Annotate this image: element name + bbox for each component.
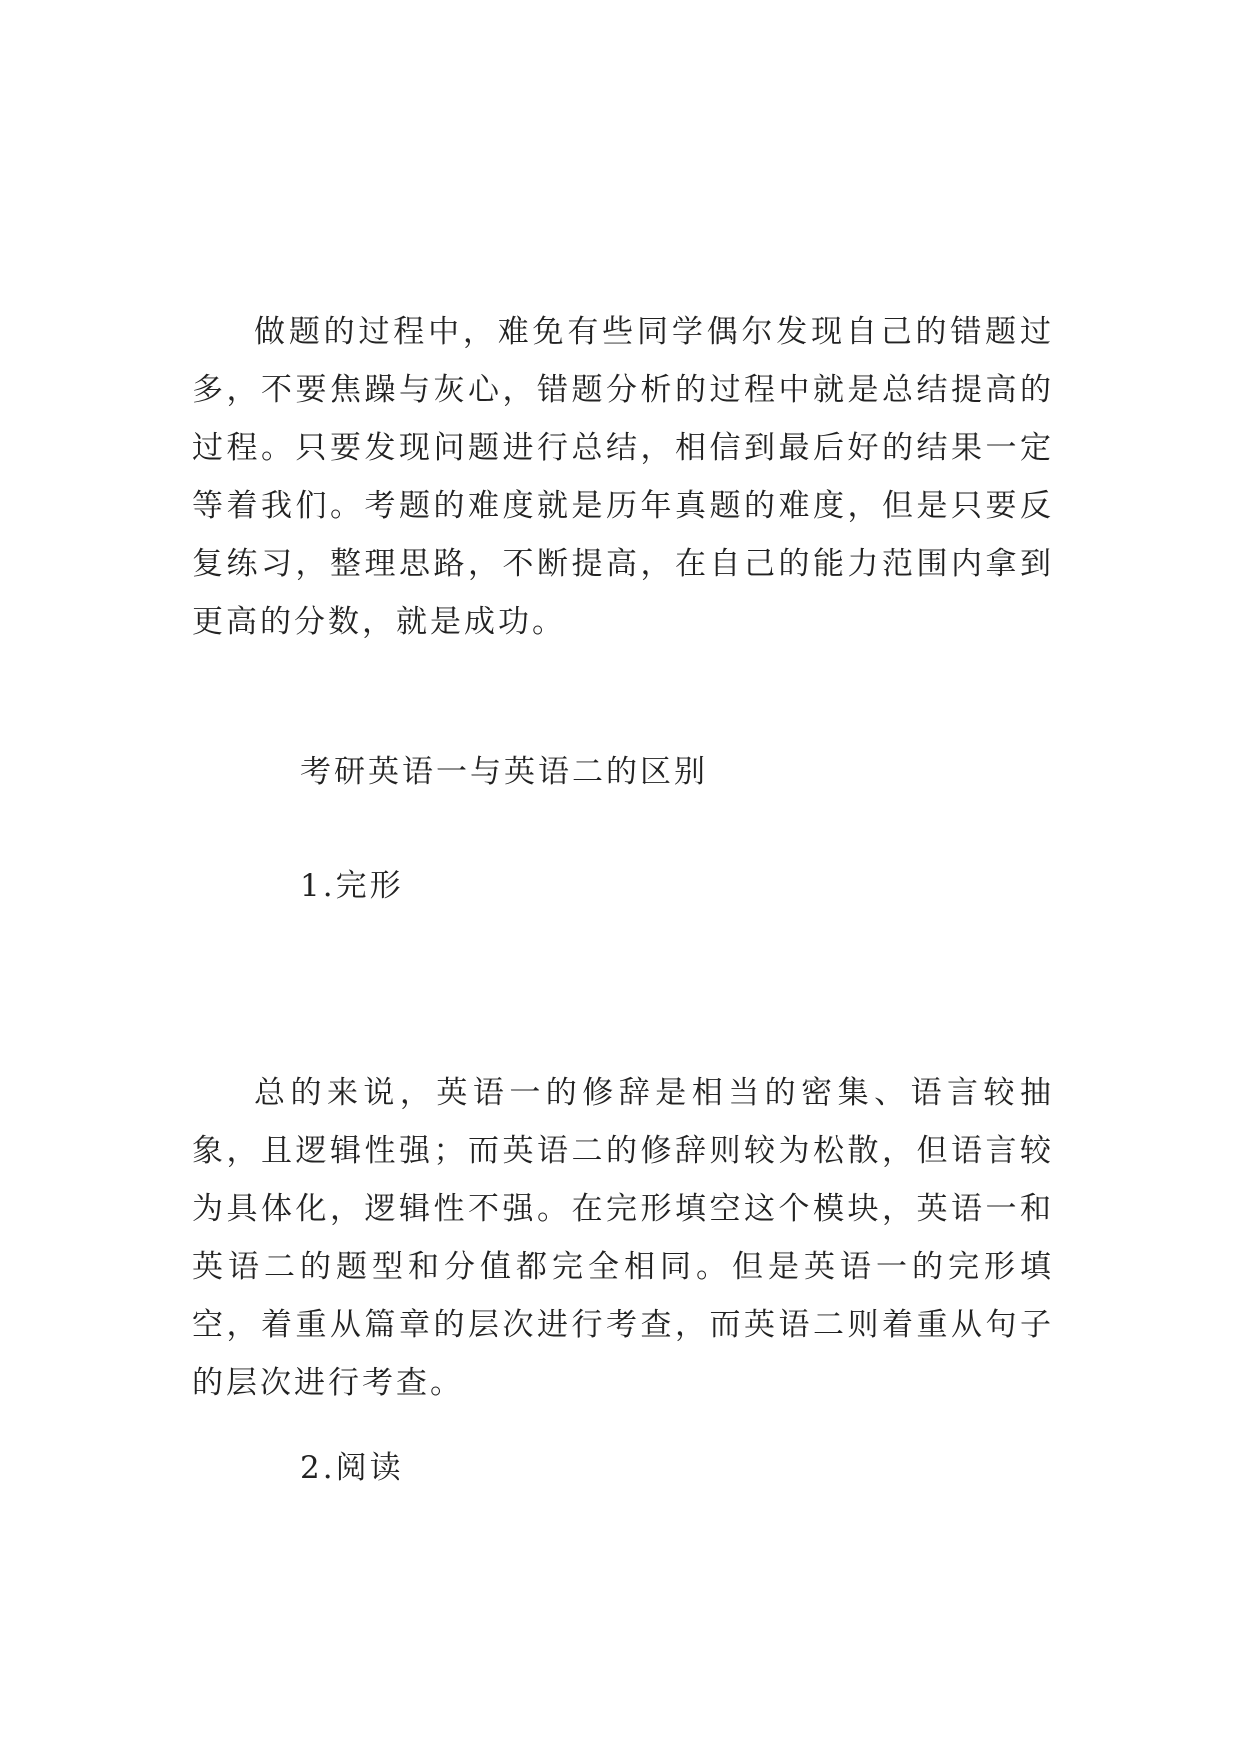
- body-paragraph-cloze-comparison: 总的来说，英语一的修辞是相当的密集、语言较抽象，且逻辑性强；而英语二的修辞则较为松散，但语言较为具体化，逻辑性不强。在完形填空这个模块，英语一和英语二的题型和分值都完全相同。但是英语一的完形填空，着重从篇章的层次进行考查，而英语二则着重从句子的层次进行考查。: [192, 1075, 1054, 1401]
- section-heading: 考研英语一与英语二的区别: [300, 754, 708, 790]
- section-item-reading: 2.阅读: [300, 1450, 404, 1486]
- section-item-cloze: 1.完形: [300, 868, 404, 904]
- body-paragraph-error-analysis: 做题的过程中，难免有些同学偶尔发现自己的错题过多，不要焦躁与灰心，错题分析的过程中就是总结提高的过程。只要发现问题进行总结，相信到最后好的结果一定等着我们。考题的难度就是历年真题的难度，但是只要反复练习，整理思路，不断提高，在自己的能力范围内拿到更高的分数，就是成功。: [192, 314, 1054, 640]
